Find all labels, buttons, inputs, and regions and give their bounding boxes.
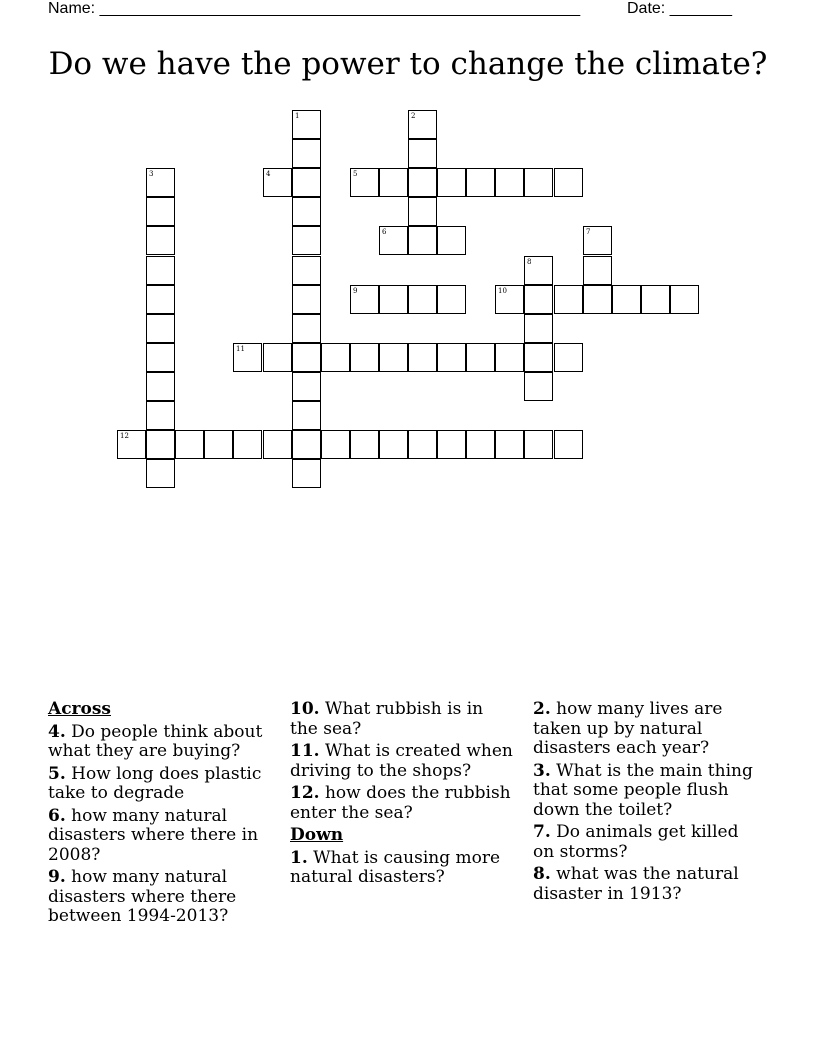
clue-down-7	[533, 823, 759, 862]
clue-number: 2.	[533, 699, 551, 719]
clue-number-label: 7	[586, 228, 591, 236]
crossword-cell[interactable]	[408, 110, 437, 139]
clue-number: 11.	[290, 741, 320, 761]
clue-number: 1.	[290, 847, 308, 868]
crossword-cell[interactable]	[554, 430, 583, 459]
clue-number-label: 12	[120, 432, 129, 440]
crossword-cell[interactable]	[437, 430, 466, 459]
clue-number-label: 8	[527, 258, 532, 266]
crossword-cell[interactable]	[321, 430, 350, 459]
crossword-cell[interactable]	[292, 314, 321, 343]
clue-text: how many natural disasters where there between 1994-2013?	[48, 867, 237, 926]
clue-number-label: 4	[266, 170, 271, 178]
page-title: Do we have the power to change the climate?	[48, 46, 768, 82]
clue-number-label: 3	[149, 170, 154, 178]
clue-number: 4.	[48, 721, 66, 742]
crossword-cell[interactable]	[146, 226, 175, 255]
crossword-cell[interactable]	[350, 343, 379, 372]
crossword-cell[interactable]	[292, 168, 321, 197]
clue-down-2	[533, 700, 759, 759]
crossword-cell[interactable]	[524, 285, 553, 314]
crossword-cell[interactable]	[350, 430, 379, 459]
crossword-cell[interactable]	[146, 343, 175, 372]
crossword-cell[interactable]	[524, 256, 553, 285]
crossword-cell[interactable]	[292, 110, 321, 139]
clue-text: What is the main thing that some people flush down the toilet?	[533, 760, 753, 820]
clue-number: 12.	[290, 783, 320, 803]
crossword-cell[interactable]	[466, 343, 495, 372]
clue-column-3	[533, 700, 759, 907]
clues-section	[48, 700, 768, 980]
crossword-cell[interactable]	[583, 226, 612, 255]
crossword-cell[interactable]	[379, 226, 408, 255]
clue-text: What is causing more natural disasters?	[290, 847, 501, 887]
crossword-cell[interactable]	[408, 168, 437, 197]
crossword-cell[interactable]	[350, 285, 379, 314]
crossword-cell[interactable]	[146, 372, 175, 401]
crossword-cell[interactable]	[292, 197, 321, 226]
clue-number-label: 9	[353, 287, 358, 295]
crossword-cell[interactable]	[437, 285, 466, 314]
clue-number: 3.	[533, 760, 551, 781]
crossword-cell[interactable]	[379, 285, 408, 314]
clue-down-8	[533, 865, 759, 904]
clue-across-5	[48, 765, 274, 804]
clue-text: What rubbish is in the sea?	[290, 699, 484, 739]
crossword-cell[interactable]	[146, 314, 175, 343]
across-heading: Across	[48, 699, 111, 719]
down-heading: Down	[290, 825, 344, 845]
crossword-cell[interactable]	[495, 285, 524, 314]
crossword-cell[interactable]	[379, 430, 408, 459]
clue-number: 10.	[290, 699, 320, 719]
clue-text: how many natural disasters where there in 2008?	[48, 805, 259, 865]
crossword-cell[interactable]	[292, 256, 321, 285]
clue-across-12	[290, 784, 516, 823]
crossword-cell[interactable]	[612, 285, 641, 314]
crossword-cell[interactable]	[292, 372, 321, 401]
clue-number-label: 5	[353, 170, 358, 178]
crossword-cell[interactable]	[495, 168, 524, 197]
crossword-cell[interactable]	[495, 430, 524, 459]
clue-number-label: 2	[411, 112, 416, 120]
crossword-cell[interactable]	[641, 285, 670, 314]
clue-number-label: 1	[295, 112, 300, 120]
crossword-cell[interactable]	[292, 401, 321, 430]
crossword-cell[interactable]	[350, 168, 379, 197]
clue-across-6	[48, 807, 274, 866]
crossword-cell[interactable]	[292, 343, 321, 372]
crossword-cell[interactable]	[379, 343, 408, 372]
crossword-cell[interactable]	[292, 459, 321, 488]
crossword-cell[interactable]	[408, 226, 437, 255]
crossword-cell[interactable]	[524, 372, 553, 401]
clue-text: Do people think about what they are buying?	[48, 721, 263, 761]
crossword-cell[interactable]	[146, 168, 175, 197]
crossword-cell[interactable]	[524, 314, 553, 343]
crossword-cell[interactable]	[524, 168, 553, 197]
clue-across-4	[48, 723, 274, 762]
crossword-cell[interactable]	[524, 343, 553, 372]
clue-number-label: 10	[498, 287, 507, 295]
clue-across-9	[48, 868, 274, 927]
date-field-label: Date: _______	[627, 0, 732, 17]
crossword-cell[interactable]	[263, 430, 292, 459]
crossword-cell[interactable]	[408, 139, 437, 168]
crossword-cell[interactable]	[292, 285, 321, 314]
clue-number: 6.	[48, 805, 66, 826]
crossword-cell[interactable]	[292, 430, 321, 459]
crossword-cell[interactable]	[146, 256, 175, 285]
crossword-cell[interactable]	[554, 285, 583, 314]
crossword-cell[interactable]	[204, 430, 233, 459]
clue-column-2	[290, 700, 516, 891]
crossword-cell[interactable]	[175, 430, 204, 459]
crossword-cell[interactable]	[408, 285, 437, 314]
crossword-cell[interactable]	[437, 168, 466, 197]
clue-down-1	[290, 849, 516, 888]
clue-number: 5.	[48, 763, 66, 784]
crossword-cell[interactable]	[495, 343, 524, 372]
crossword-cell[interactable]	[408, 343, 437, 372]
crossword-cell[interactable]	[437, 343, 466, 372]
clue-number: 7.	[533, 822, 551, 842]
name-field-label: Name: ______________________________________________________	[48, 0, 581, 17]
clue-across-11	[290, 742, 516, 781]
crossword-cell[interactable]	[233, 430, 262, 459]
clue-column-1	[48, 700, 274, 930]
crossword-cell[interactable]	[146, 285, 175, 314]
crossword-cell[interactable]	[292, 139, 321, 168]
crossword-cell[interactable]	[379, 168, 408, 197]
crossword-cell[interactable]	[292, 226, 321, 255]
clue-number-label: 11	[236, 345, 245, 353]
crossword-cell[interactable]	[263, 343, 292, 372]
clue-text: How long does plastic take to degrade	[48, 763, 262, 803]
crossword-cell[interactable]	[437, 226, 466, 255]
clue-text: how does the rubbish enter the sea?	[290, 783, 511, 823]
crossword-cell[interactable]	[408, 197, 437, 226]
clue-number-label: 6	[382, 228, 387, 236]
clue-across-10	[290, 700, 516, 739]
clue-down-3	[533, 762, 759, 821]
crossword-cell[interactable]	[583, 285, 612, 314]
crossword-cell[interactable]	[146, 197, 175, 226]
crossword-cell[interactable]	[233, 343, 262, 372]
crossword-cell[interactable]	[146, 459, 175, 488]
crossword-cell[interactable]	[554, 168, 583, 197]
clue-text: What is created when driving to the shops?	[290, 741, 513, 781]
crossword-cell[interactable]	[146, 430, 175, 459]
crossword-cell[interactable]	[554, 343, 583, 372]
crossword-cell[interactable]	[670, 285, 699, 314]
crossword-cell[interactable]	[466, 168, 495, 197]
crossword-cell[interactable]	[583, 256, 612, 285]
clue-number: 8.	[533, 864, 551, 884]
clue-text: Do animals get killed on storms?	[533, 822, 739, 862]
crossword-cell[interactable]	[466, 430, 495, 459]
crossword-cell[interactable]	[146, 401, 175, 430]
clue-number: 9.	[48, 867, 66, 887]
clue-text: how many lives are taken up by natural disasters each year?	[533, 699, 723, 758]
crossword-cell[interactable]	[524, 430, 553, 459]
crossword-cell[interactable]	[408, 430, 437, 459]
crossword-cell[interactable]	[263, 168, 292, 197]
crossword-cell[interactable]	[321, 343, 350, 372]
crossword-cell[interactable]	[117, 430, 146, 459]
header-line	[48, 0, 748, 20]
clue-text: what was the natural disaster in 1913?	[533, 864, 739, 904]
